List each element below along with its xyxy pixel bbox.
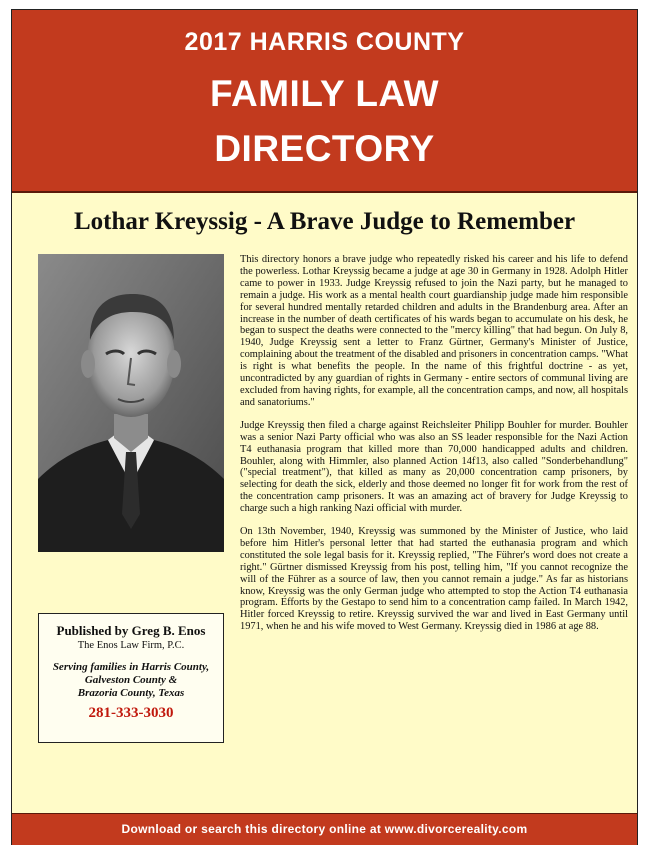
service-area-line-3: Brazoria County, Texas (77, 687, 185, 699)
article-title: Lothar Kreyssig - A Brave Judge to Remember (73, 208, 576, 235)
service-area (39, 661, 223, 700)
service-area-line-2: Galveston County & (84, 674, 178, 686)
footer-banner: Download or search this directory online at www.divorcereality.com (12, 813, 637, 845)
article-paragraph-1: This directory honors a brave judge who repeatedly risked his career and his life to defend the powerless. Lothar Kreyssig became a judge at age 30 in Germany in 1928. Adolph Hitler came to power in 1933. Judge Kreyssig refused to join the Nazi party, but he managed to remain a judge. His work as a mental health court guardianship judge made him responsible for several hundred mentally retarded children and adults in the Brandenburg area. After an increase in the number of death certificates of his wards began to accumulate on his desk, he began to suspect the deaths were connected to the "mercy killing" that had begun. On July 8, 1940, Judge Kreyssig sent a letter to Franz Gürtner, Germany's Minister of Justice, complaining about the treatment of the disabled and prisoners in concentration camps. "What is right is what benefits the people. In the name of this frightful doctrine - as yet, uncontradicted by any guardian of rights in Germany - entire sectors of communal living are excluded from having rights, for example, all the concentration camps, and now, all hospitals and sanatoriums." (240, 254, 628, 408)
portrait-photo (38, 254, 224, 552)
article-body (240, 254, 628, 644)
service-area-line-1: Serving families in Harris County, (52, 661, 210, 673)
directory-page (11, 9, 638, 845)
publisher-name: Published by Greg B. Enos (56, 623, 206, 638)
header-directory: DIRECTORY (214, 128, 435, 169)
header-year-county: 2017 HARRIS COUNTY (184, 28, 465, 56)
header-banner (12, 10, 637, 193)
article-paragraph-3: On 13th November, 1940, Kreyssig was summoned by the Minister of Justice, who laid before him Hitler's personal letter that had started the euthanasia program and which constituted the sole legal basis for it. Kreyssig replied, "The Führer's word does not create a right." Gürtner dismissed Kreyssig from his post, telling him, "If you cannot recognize the will of the Führer as a source of law, then you cannot remain a judge." As far as historians know, Kreyssig was the only German judge who attempted to stop the Action T4 euthanasia program. Efforts by the Gestapo to send him to a concentration camp failed. In March 1942, Hitler forced Kreyssig to retire. Kreyssig survived the war and lived in East Germany until 1971, when he and his wife moved to West Germany. Kreyssig died in 1986 at age 88. (240, 526, 628, 633)
publisher-phone: 281-333-3030 (88, 705, 174, 721)
article-paragraph-2: Judge Kreyssig then filed a charge against Reichsleiter Philipp Bouhler for murder. Bouhler was a senior Nazi Party official who was also an SS leader responsible for the Nazi Action T4 euthanasia program that killed more than 70,000 handicapped adults and children. Bouhler, along with Himmler, also planned Action 14f13, also called "Sonderbehandlung" ("special treatment"), that killed as many as 20,000 concentration camp prisoners, by selecting for death the sick, elderly and those deemed no longer fit for work from the rest of the concentration camp prisoners. It was an amazing act of bravery for Judge Kreyssig to charge such a high ranking Nazi official with murder. (240, 419, 628, 515)
portrait-illustration (38, 254, 224, 552)
publisher-firm: The Enos Law Firm, P.C. (77, 640, 185, 651)
header-family-law: FAMILY LAW (209, 73, 440, 114)
publisher-box (38, 613, 224, 743)
